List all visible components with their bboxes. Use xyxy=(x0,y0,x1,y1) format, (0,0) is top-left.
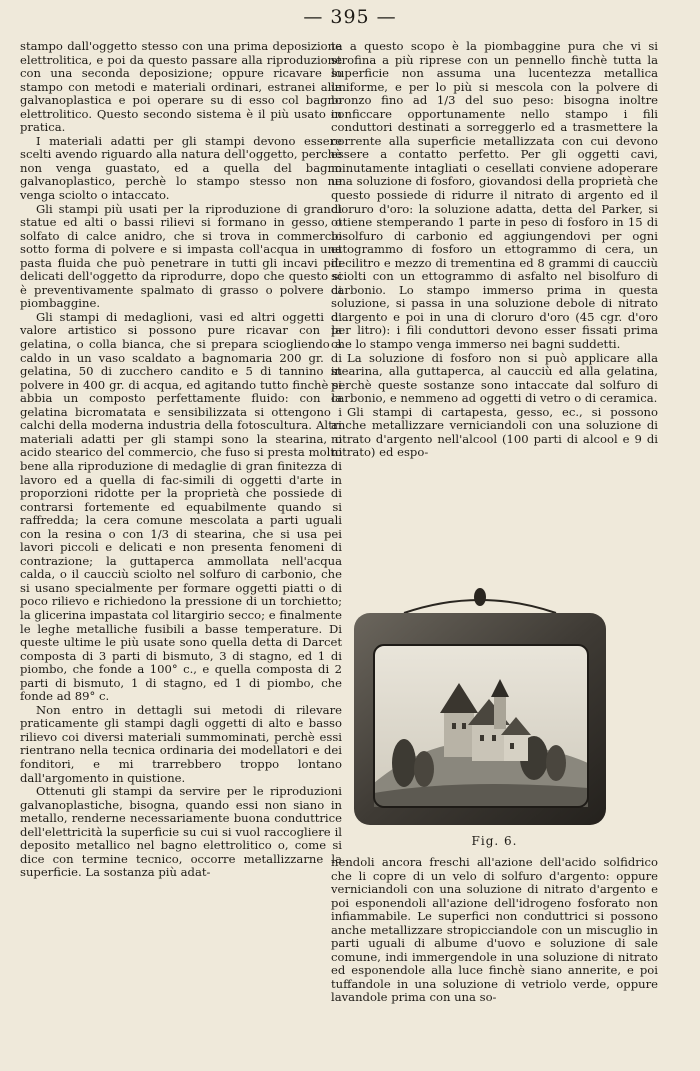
right-column-top xyxy=(331,40,658,460)
paragraph: Non entro in dettagli sui metodi di rilevare praticamente gli stampi dagli oggetti di alto e basso rilievo coi diversi materiali summominati, perchè essi rientrano nella tecnica ordinaria dei modellatori e dei fonditori, e mi trarrebbero troppo lontano dall'argomento in quistione. xyxy=(20,702,342,785)
paragraph: Gli stampi di cartapesta, gesso, ec., si possono anche metallizzare verniciandoli con una soluzione di nitrato d'argento nell'alcool (100 parti di alcool e 9 di nitrato) ed espo- xyxy=(331,404,658,460)
left-column xyxy=(20,40,342,880)
paragraph: La soluzione di fosforo non si può applicare alla stearina, alla guttaperca, al caucciù ed alla gelatina, perchè queste sostanze sono intaccate dal solfuro di carbonio, e nemmeno ad oggetti di vetro o di ceramica. xyxy=(331,350,658,406)
paragraph: I materiali adatti per gli stampi devono essere scelti avendo riguardo alla natura dell'oggetto, perchè non venga guastato, ed a quella del bagno galvanoplastico, perchè lo stampo stesso non ne venga sciolto o intaccato. xyxy=(20,133,342,203)
paragraph: Gli stampi di medaglioni, vasi ed altri oggetti di valore artistico si possono pure ricavar con la gelatina, o colla bianca, che si prepara sciogliendo a caldo in un vaso scaldato a bagnomaria 200 gr. di gelatina, 50 di zucchero candito e 5 di tannino in polvere in 400 gr. di acqua, ed agitando tutto finchè si abbia un composto perfettamente fluido: con la gelatina bicromatata e sensibilizzata si ottengono i calchi della moderna industria della fotoscultura. Altri materiali adatti per gli stampi sono la stearina, o acido stearico del commercio, che fuso si presta molto bene alla riproduzione di medaglie di gran finitezza di lavoro ed a quella di fac-simili di oggetti d'arte in proporzioni ridotte per la proprietà che possiede di contrarsi fortemente ed equabilmente quando si raffredda; la cera comune mescolata a parti uguali con la resina o con 1/3 di stearina, che si usa pei lavori piccoli e delicati e non presenta fenomeni di contrazione; la guttaperca ammollata nell'acqua calda, o il caucciù sciolto nel solfuro di carbonio, che si usano specialmente per formare oggetti piatti o di poco rilievo e richiedono la pressione di un torchietto; la glicerina impastata col litargirio secco; e finalmente le leghe metalliche fusibili a basse temperature. Di queste ultime le più usate sono quella detta di Darcet composta di 3 parti di bismuto, 3 di stagno, ed 1 di piombo, che fonde a 100° c., e quella composta di 2 parti di bismuto, 1 di stagno, ed 1 di piombo, che fonde ad 89° c. xyxy=(20,309,342,704)
right-column-bottom xyxy=(331,856,658,1005)
tree xyxy=(546,745,566,781)
tree xyxy=(392,739,416,787)
paragraph: Gli stampi più usati per la riproduzione di grandi statue ed alti o bassi rilievi si formano in gesso, o solfato di calce anidro, che si trova in commercio sotto forma di polvere e si impasta coll'acqua in una pasta fluida che può penetrare in tutti gli incavi più delicati dell'oggetto da riprodurre, dopo che questo si è preventivamente spalmato di grasso o polvere di piombaggine. xyxy=(20,201,342,311)
paragraph: stampo dall'oggetto stesso con una prima deposizione elettrolitica, e poi da questo passare alla riproduzione con una seconda deposizione; oppure ricavare lo stampo con metodi e materiali ordinari, estranei alla galvanoplastica e poi operare su di esso col bagno elettrolitico. Questo secondo sistema è il più usato in pratica. xyxy=(20,39,342,135)
framed-landscape-illustration xyxy=(344,583,616,833)
paragraph: ta a questo scopo è la piombaggine pura che vi si strofina a più riprese con un pennello finchè tutta la superficie non assuma una lucentezza metallica uniforme, e per lo più si mescola con la polvere di bronzo fino ad 1/3 del suo peso: bisogna inoltre conficcare opportunamente nello stampo i fili conduttori destinati a sorreggerlo ed a trasmettere la corrente alla superficie metallizzata con cui devono essere a contatto perfetto. Per gli oggetti cavi, minutamente intagliati o cesellati conviene adoperare una soluzione di fosforo, giovandosi della proprietà che questo possiede di ridurre il nitrato di argento ed il cloruro d'oro: la soluzione adatta, detta del Parker, si ottiene stemperando 1 parte in peso di fosforo in 15 di bisolfuro di carbonio ed aggiungendovi per ogni ettogrammo di fosforo un ettogrammo di cera, un decilitro e mezzo di trementina ed 8 grammi di caucciù sciolti con un ettogrammo di asfalto nel bisolfuro di carbonio. Lo stampo immerso prima in questa soluzione, si passa in una soluzione debole di nitrato d'argento e poi in una di cloruro d'oro (45 cgr. d'oro per litro): i fili conduttori devono esser fissati prima che lo stampo venga immerso nei bagni suddetti. xyxy=(331,39,658,352)
hanging-knot xyxy=(474,588,486,606)
tree xyxy=(414,751,434,787)
figure-galvanoplastic-plate xyxy=(344,583,616,855)
figure-caption: Fig. 6. xyxy=(471,834,518,848)
page-number: — 395 — xyxy=(303,6,397,28)
paragraph: nendoli ancora freschi all'azione dell'acido solfidrico che li copre di un velo di solfuro d'argento: oppure verniciandoli con una soluzione di nitrato d'argento e poi esponendoli all'azione dell'idrogeno fosforato non infiammabile. Le superfici non conduttrici si possono anche metallizzare stropicciandole con un miscuglio in parti uguali di albume d'uovo e soluzione di sale comune, indi immergendole in una soluzione di nitrato ed esponendole alla luce finchè siano annerite, e poi tuffandole in una soluzione di vetriolo verde, oppure lavandole prima con una so- xyxy=(331,855,658,1005)
paragraph: Ottenuti gli stampi da servire per le riproduzioni galvanoplastiche, bisogna, quando essi non siano in metallo, renderne necessariamente buona conduttrice dell'elettricità la superficie su cui si vuol raccogliere il deposito metallico nel bagno elettrolitico o, come si dice con termine tecnico, occorre metallizzarne la superficie. La sostanza più adat- xyxy=(20,784,342,880)
